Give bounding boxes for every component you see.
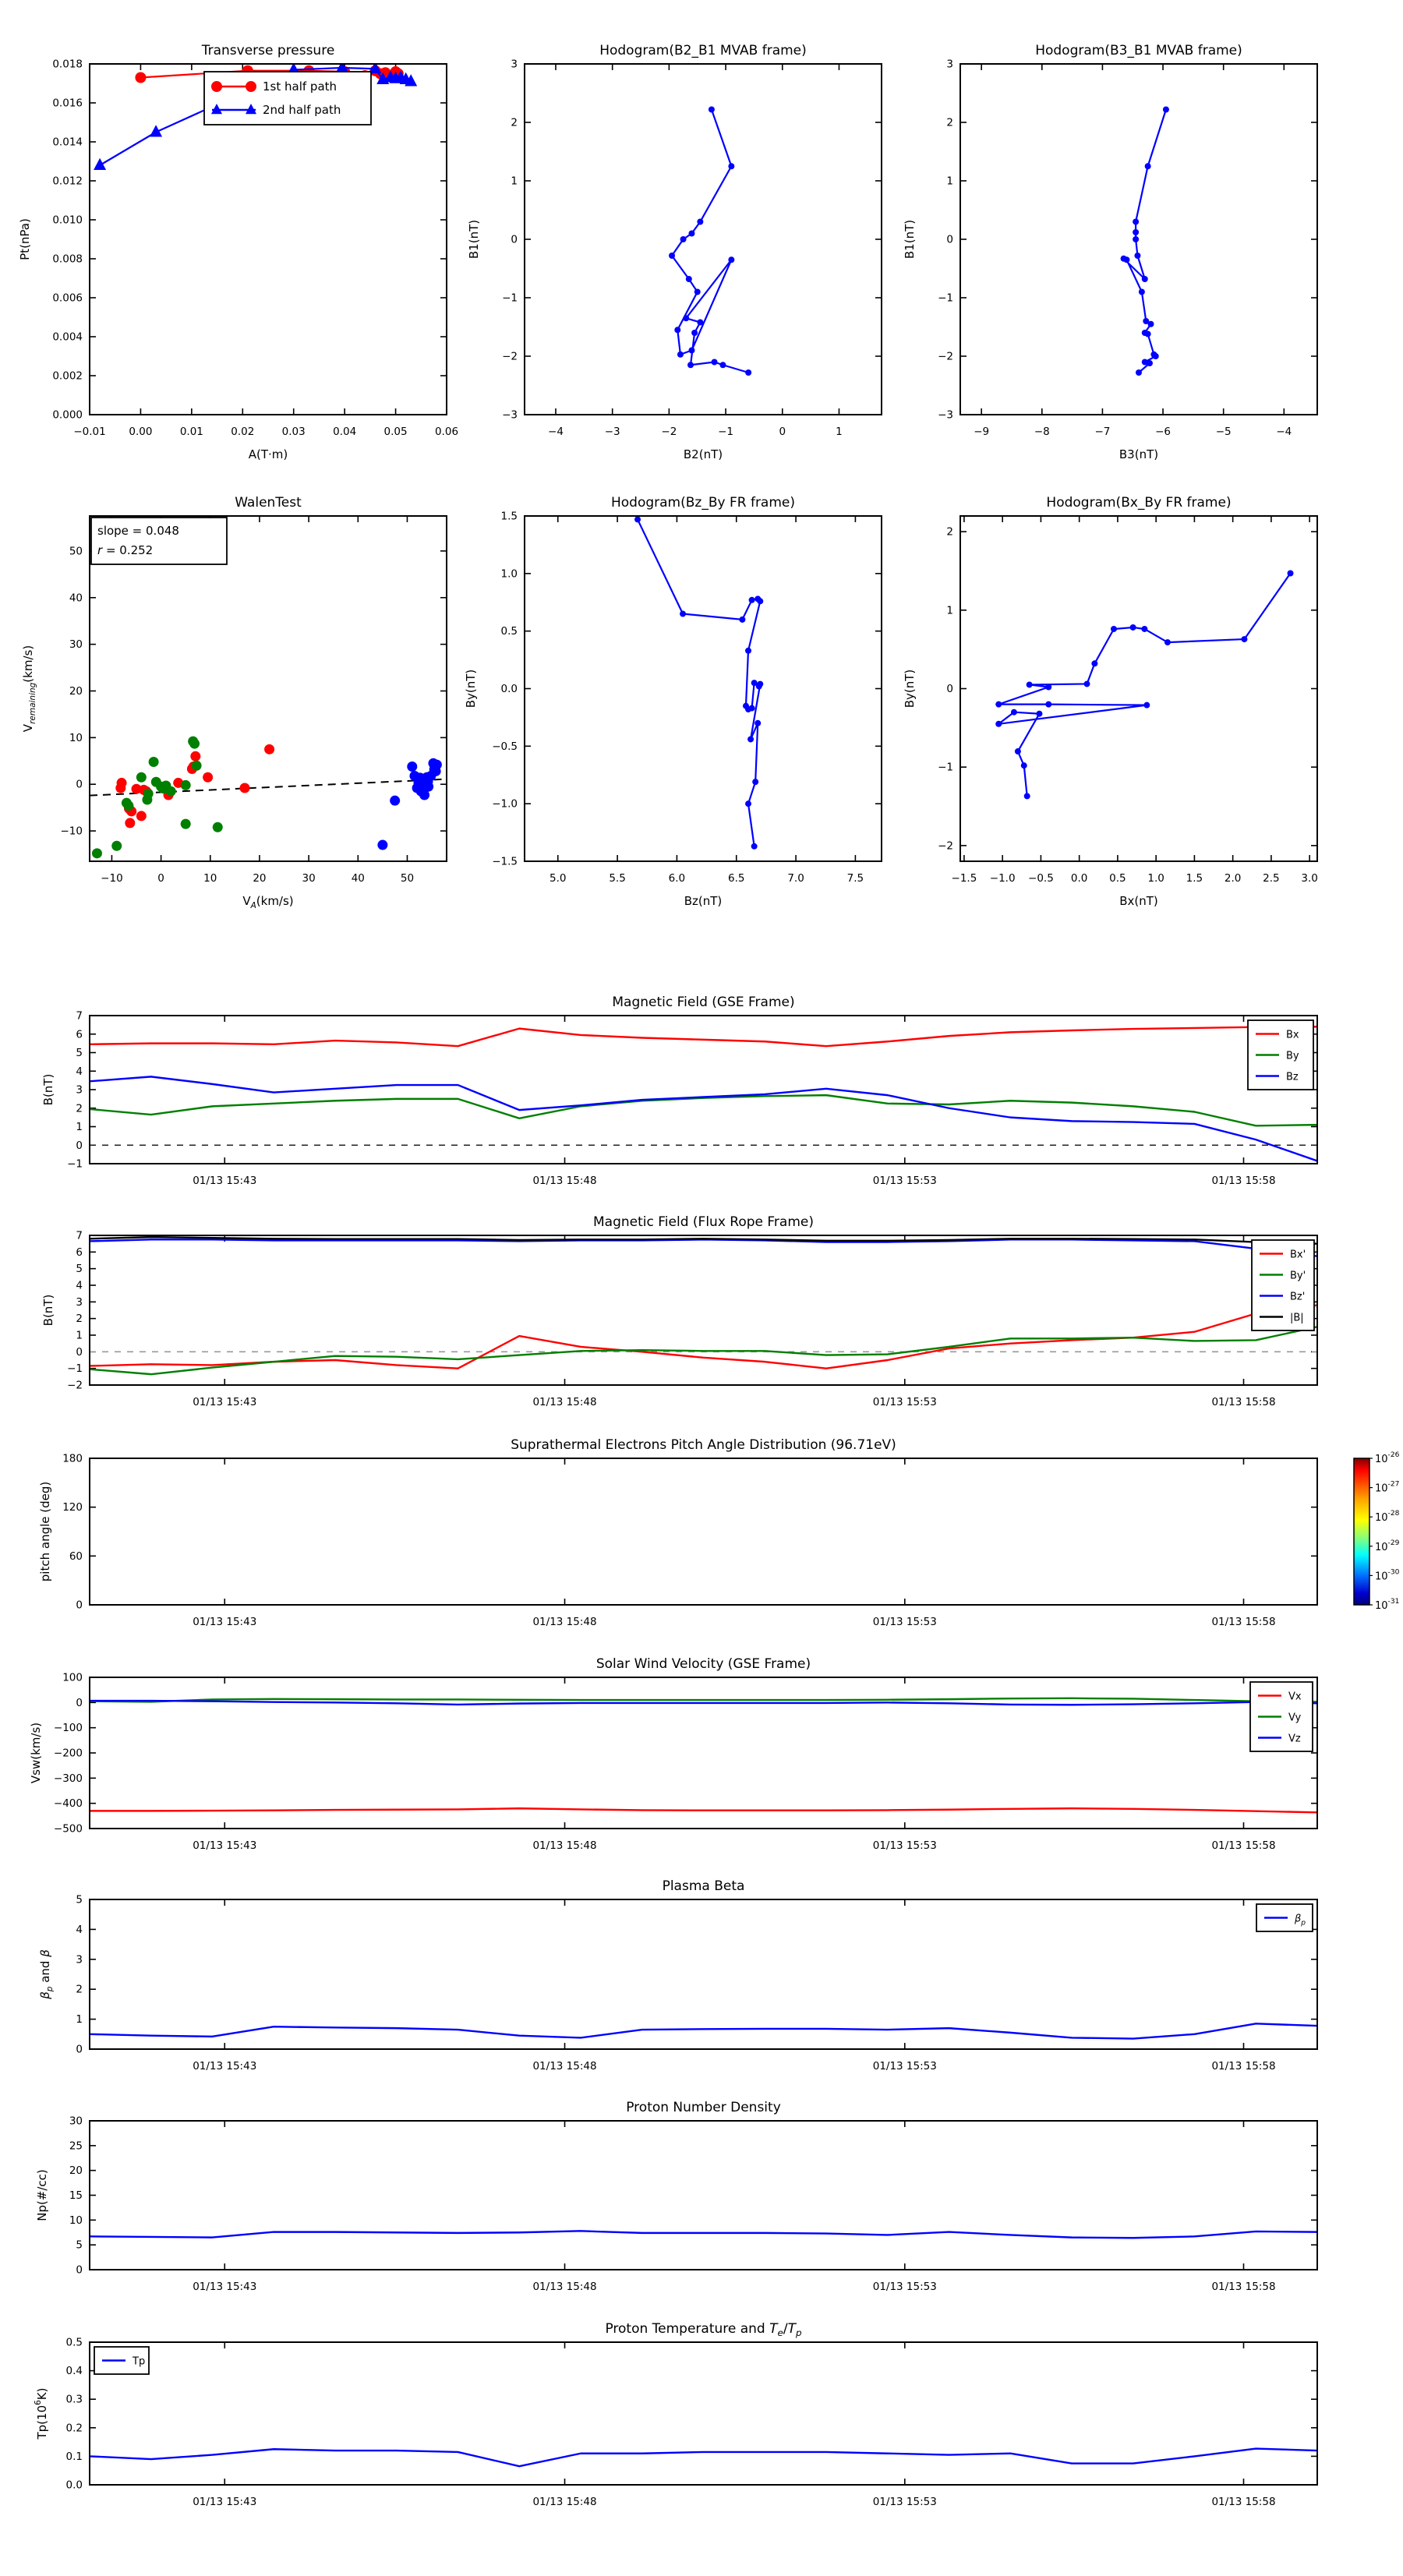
x-tick-label: 0.03 xyxy=(281,426,306,438)
title-hodogram-b3b1: Hodogram(B3_B1 MVAB frame) xyxy=(1035,43,1242,58)
legend-mag-fr xyxy=(1252,1240,1314,1330)
colorbar-label: $10^{-28}$ xyxy=(1375,1510,1400,1525)
colorbar-label: $10^{-26}$ xyxy=(1375,1451,1400,1465)
y-axis-label: By(nT) xyxy=(903,669,917,708)
title-transverse-pressure: Transverse pressure xyxy=(201,43,335,58)
x-tick-label: 01/13 15:58 xyxy=(1211,1175,1276,1187)
x-tick-label: 01/13 15:43 xyxy=(193,2496,257,2508)
y-tick-label: 0.4 xyxy=(65,2365,83,2378)
x-tick-label: 0.04 xyxy=(333,426,357,438)
y-tick-label: 5 xyxy=(76,1263,83,1276)
y-tick-label: −1 xyxy=(67,1157,83,1171)
y-tick-label: 0 xyxy=(76,1696,83,1709)
y-tick-label: 2 xyxy=(946,116,953,129)
y-axis-label: By(nT) xyxy=(464,669,478,708)
y-tick-label: −1 xyxy=(502,292,518,305)
title-hodogram-bxby: Hodogram(Bx_By FR frame) xyxy=(1046,495,1232,511)
y-tick-label: −10 xyxy=(60,825,83,838)
title-proton-temp: Proton Temperature and $T_e/T_p$ xyxy=(605,2321,802,2338)
x-tick-label: −1.0 xyxy=(989,872,1016,885)
y-tick-label: 3 xyxy=(76,1083,83,1097)
axes-frame xyxy=(525,64,882,415)
colorbar-label: $10^{-30}$ xyxy=(1375,1568,1400,1583)
title-plasma-beta: Plasma Beta xyxy=(662,1878,745,1894)
y-axis-label: B(nT) xyxy=(41,1294,55,1327)
y-tick-label: −0.5 xyxy=(492,740,518,753)
y-tick-label: 60 xyxy=(69,1549,83,1563)
x-tick-label: 01/13 15:48 xyxy=(532,1396,597,1408)
y-tick-label: 1.5 xyxy=(500,510,518,523)
x-tick-label: 2.0 xyxy=(1224,872,1242,885)
panel-velocity xyxy=(29,1656,1317,1852)
y-tick-label: 15 xyxy=(69,2189,83,2202)
y-tick-label: 50 xyxy=(69,545,83,558)
legend-label: $\beta_p$ xyxy=(1295,1913,1306,1928)
y-tick-label: 3 xyxy=(76,1295,83,1309)
panel-hodogram-bxby xyxy=(903,495,1318,908)
series-scatter-blue xyxy=(377,758,441,850)
x-tick-label: 01/13 15:53 xyxy=(872,1616,937,1628)
axes-frame xyxy=(960,516,1317,861)
y-tick-label: 3 xyxy=(511,58,518,71)
axis-ticks-walen-test xyxy=(61,516,447,885)
y-axis-label: $Tp(10^6K)$ xyxy=(34,2387,49,2440)
x-tick-label: 7.5 xyxy=(846,872,864,885)
y-axis-label: Vsw(km/s) xyxy=(29,1722,43,1784)
y-tick-label: 0.008 xyxy=(52,253,83,266)
x-tick-label: 0.00 xyxy=(129,426,153,438)
x-tick-label: 01/13 15:43 xyxy=(193,1396,257,1408)
y-tick-label: 0.1 xyxy=(65,2450,83,2463)
y-tick-label: −100 xyxy=(53,1722,83,1735)
legend-label: Bx xyxy=(1286,1029,1299,1041)
x-tick-label: 6.0 xyxy=(668,872,686,885)
y-axis-label: B1(nT) xyxy=(903,219,917,260)
x-tick-label: 01/13 15:58 xyxy=(1211,2060,1276,2072)
y-tick-label: 20 xyxy=(69,2164,83,2178)
y-axis-label: Np(#/cc) xyxy=(35,2169,49,2221)
y-tick-label: 0.3 xyxy=(65,2393,83,2406)
x-tick-label: 3.0 xyxy=(1301,872,1318,885)
y-tick-label: −2 xyxy=(502,350,518,363)
axis-ticks-hodogram-b3b1 xyxy=(938,58,1317,439)
annotation-line: r = 0.252 xyxy=(97,543,154,557)
y-tick-label: 0 xyxy=(76,2263,83,2277)
y-tick-label: 7 xyxy=(76,1009,83,1023)
y-tick-label: 5 xyxy=(76,1893,83,1906)
legend-label: |B| xyxy=(1290,1312,1304,1324)
y-tick-label: 2 xyxy=(76,1983,83,1996)
axis-ticks-proton-density xyxy=(69,2115,1317,2294)
series-By' xyxy=(90,1327,1317,1374)
x-tick-label: −8 xyxy=(1034,426,1050,438)
legend-label: Vz xyxy=(1288,1733,1301,1745)
series-scatter-red xyxy=(115,744,274,829)
y-tick-label: 0.2 xyxy=(65,2422,83,2435)
y-tick-label: 0 xyxy=(76,1599,83,1612)
y-tick-label: 6 xyxy=(76,1246,83,1259)
y-tick-label: 1 xyxy=(76,1121,83,1133)
y-tick-label: 100 xyxy=(62,1671,83,1684)
colorbar xyxy=(1354,1451,1400,1612)
legend-proton-temp xyxy=(94,2347,149,2374)
y-tick-label: 4 xyxy=(76,1923,83,1936)
x-axis-label: Bx(nT) xyxy=(1119,894,1158,908)
x-tick-label: 01/13 15:48 xyxy=(532,1616,597,1628)
x-tick-label: 01/13 15:53 xyxy=(872,2496,937,2508)
x-tick-label: 01/13 15:48 xyxy=(532,2496,597,2508)
y-tick-label: 10 xyxy=(69,731,83,744)
x-tick-label: 01/13 15:43 xyxy=(193,2060,257,2072)
axis-ticks-hodogram-b2b1 xyxy=(502,58,882,439)
panel-proton-density xyxy=(35,2100,1317,2293)
x-tick-label: 30 xyxy=(302,872,316,885)
series-B3-B1 path xyxy=(1121,107,1169,376)
y-tick-label: −2 xyxy=(938,839,953,853)
y-tick-label: 30 xyxy=(69,2115,83,2128)
y-tick-label: 0.006 xyxy=(52,292,83,305)
legend-label: Tp xyxy=(133,2355,146,2368)
axis-ticks-mag-fr xyxy=(67,1230,1317,1409)
y-tick-label: 0.0 xyxy=(500,683,518,695)
x-tick-label: 0.05 xyxy=(383,426,408,438)
y-tick-label: 2 xyxy=(76,1102,83,1115)
axis-ticks-plasma-beta xyxy=(76,1894,1317,2073)
x-axis-label: Bz(nT) xyxy=(684,894,723,908)
legend-plasma-beta xyxy=(1256,1904,1313,1931)
y-tick-label: 0 xyxy=(76,1345,83,1359)
x-tick-label: 01/13 15:48 xyxy=(532,1839,597,1852)
series-Bz-By path xyxy=(634,516,763,849)
x-tick-label: 5.0 xyxy=(550,872,567,885)
axes-frame xyxy=(90,2121,1317,2270)
x-tick-label: 0 xyxy=(157,872,164,885)
x-tick-label: −10 xyxy=(101,872,123,885)
y-tick-label: 0.002 xyxy=(52,369,83,383)
x-tick-label: 1 xyxy=(836,426,843,438)
panel-mag-fr xyxy=(41,1214,1317,1408)
series-Tp xyxy=(90,2449,1317,2467)
y-tick-label: 0 xyxy=(76,2043,83,2056)
x-tick-label: 01/13 15:48 xyxy=(532,2060,597,2072)
title-velocity: Solar Wind Velocity (GSE Frame) xyxy=(595,1656,811,1672)
x-tick-label: 01/13 15:43 xyxy=(193,1616,257,1628)
y-tick-label: 0.012 xyxy=(52,175,83,188)
legend-label: By xyxy=(1286,1050,1299,1062)
legend-label: 1st half path xyxy=(263,80,337,94)
x-tick-label: 6.5 xyxy=(728,872,745,885)
y-tick-label: 0.004 xyxy=(52,330,83,344)
x-tick-label: 1.0 xyxy=(1147,872,1164,885)
axis-ticks-pitch-angle xyxy=(62,1453,1317,1629)
axis-ticks-proton-temp xyxy=(66,2337,1317,2509)
y-tick-label: 180 xyxy=(62,1452,83,1465)
y-tick-label: 0 xyxy=(946,683,953,695)
y-tick-label: 0 xyxy=(76,778,83,791)
series-Vz xyxy=(90,1701,1317,1705)
y-tick-label: 2 xyxy=(76,1313,83,1326)
y-axis-label: $\beta_p$ and β xyxy=(38,1949,55,1999)
x-axis-label: A(T·m) xyxy=(248,447,288,461)
y-axis-label: Pt(nPa) xyxy=(18,218,32,260)
series-Bx xyxy=(90,1027,1317,1046)
panel-hodogram-b2b1 xyxy=(467,43,882,461)
legend-velocity xyxy=(1250,1682,1313,1751)
y-tick-label: 1 xyxy=(946,604,953,617)
x-tick-label: −9 xyxy=(974,426,990,438)
x-tick-label: 01/13 15:53 xyxy=(872,2060,937,2072)
y-tick-label: 0.5 xyxy=(65,2336,83,2349)
y-tick-label: 0.000 xyxy=(52,408,83,422)
panel-plasma-beta xyxy=(38,1878,1317,2072)
series-Bz xyxy=(90,1076,1317,1161)
panel-pitch-angle xyxy=(38,1437,1400,1628)
y-tick-label: 0 xyxy=(76,1139,83,1152)
y-tick-label: −300 xyxy=(53,1772,83,1785)
panel-hodogram-bzby xyxy=(464,495,882,908)
y-tick-label: 0 xyxy=(511,233,518,246)
axes-frame xyxy=(90,516,447,861)
series-Bz' xyxy=(90,1239,1317,1256)
x-tick-label: −0.01 xyxy=(73,426,106,438)
x-tick-label: 01/13 15:58 xyxy=(1211,1616,1276,1628)
legend-mag-gse xyxy=(1248,1020,1313,1090)
x-tick-label: 20 xyxy=(253,872,267,885)
y-tick-label: 1 xyxy=(511,175,518,188)
x-axis-label: B3(nT) xyxy=(1119,447,1159,461)
x-tick-label: −6 xyxy=(1155,426,1172,438)
y-tick-label: 0.0 xyxy=(65,2479,83,2492)
y-tick-label: −2 xyxy=(938,350,953,363)
y-tick-label: 5 xyxy=(76,2239,83,2252)
y-tick-label: 1 xyxy=(946,175,953,188)
y-tick-label: 0.010 xyxy=(52,214,83,227)
y-tick-label: 0 xyxy=(946,233,953,246)
series-beta_p xyxy=(90,2023,1317,2038)
axis-ticks-hodogram-bzby xyxy=(492,511,882,885)
x-axis-label: $V_A(km/s)$ xyxy=(242,894,294,910)
x-tick-label: −5 xyxy=(1215,426,1232,438)
x-tick-label: 0.06 xyxy=(434,426,459,438)
title-proton-density: Proton Number Density xyxy=(626,2100,781,2115)
legend-transverse-pressure xyxy=(204,72,371,125)
series-Np xyxy=(90,2231,1317,2238)
axes-frame xyxy=(90,1016,1317,1164)
y-tick-label: −1 xyxy=(67,1362,83,1376)
x-tick-label: −0.5 xyxy=(1028,872,1054,885)
x-tick-label: 01/13 15:48 xyxy=(532,2281,597,2293)
y-tick-label: 2 xyxy=(511,116,518,129)
panel-hodogram-b3b1 xyxy=(903,43,1317,461)
y-tick-label: 3 xyxy=(946,58,953,71)
y-tick-label: 6 xyxy=(76,1028,83,1041)
y-axis-label: $V_{remaining}(km/s)$ xyxy=(21,645,37,733)
y-tick-label: −3 xyxy=(938,408,953,422)
y-tick-label: −1 xyxy=(938,292,953,305)
axis-ticks-hodogram-bxby xyxy=(938,516,1318,885)
title-pitch-angle: Suprathermal Electrons Pitch Angle Distribution (96.71eV) xyxy=(511,1437,896,1453)
x-tick-label: 5.5 xyxy=(609,872,626,885)
legend-label: Bx' xyxy=(1290,1249,1306,1261)
x-tick-label: −4 xyxy=(548,426,564,438)
y-tick-label: 3 xyxy=(76,1953,83,1966)
y-tick-label: 0.014 xyxy=(52,136,83,149)
y-tick-label: 1 xyxy=(76,1329,83,1342)
y-tick-label: −200 xyxy=(53,1747,83,1760)
x-tick-label: 0.02 xyxy=(231,426,255,438)
title-mag-gse: Magnetic Field (GSE Frame) xyxy=(612,995,795,1010)
y-tick-label: −500 xyxy=(53,1822,83,1836)
legend-label: 2nd half path xyxy=(263,103,341,117)
y-tick-label: −400 xyxy=(53,1797,83,1811)
x-tick-label: −4 xyxy=(1276,426,1292,438)
y-tick-label: 1.0 xyxy=(500,567,518,581)
y-tick-label: 120 xyxy=(62,1501,83,1514)
axes-frame xyxy=(90,1458,1317,1605)
x-tick-label: 0 xyxy=(779,426,786,438)
y-tick-label: 4 xyxy=(76,1279,83,1292)
y-tick-label: −3 xyxy=(502,408,518,422)
y-tick-label: 10 xyxy=(69,2214,83,2227)
y-axis-label: B(nT) xyxy=(41,1073,55,1106)
legend-label: Vy xyxy=(1288,1712,1302,1724)
series-scatter-green xyxy=(92,737,223,859)
x-tick-label: 01/13 15:43 xyxy=(193,1839,257,1852)
x-tick-label: 50 xyxy=(400,872,415,885)
y-tick-label: 30 xyxy=(69,638,83,652)
x-tick-label: 01/13 15:53 xyxy=(872,2281,937,2293)
y-tick-label: 5 xyxy=(76,1047,83,1059)
y-tick-label: 1 xyxy=(76,2013,83,2027)
y-tick-label: 40 xyxy=(69,592,83,605)
x-axis-label: B2(nT) xyxy=(683,447,723,461)
legend-label: By' xyxy=(1290,1270,1306,1282)
title-walen-test: WalenTest xyxy=(235,495,302,511)
x-tick-label: 0.5 xyxy=(1109,872,1126,885)
colorbar-label: $10^{-31}$ xyxy=(1375,1598,1400,1612)
x-tick-label: −1.5 xyxy=(951,872,977,885)
y-tick-label: −1 xyxy=(938,761,953,774)
x-tick-label: 01/13 15:53 xyxy=(872,1839,937,1852)
colorbar-label: $10^{-29}$ xyxy=(1375,1539,1400,1553)
x-tick-label: 40 xyxy=(351,872,365,885)
axes-frame xyxy=(525,516,882,861)
y-axis-label: pitch angle (deg) xyxy=(38,1481,52,1582)
x-tick-label: −3 xyxy=(604,426,620,438)
x-tick-label: 01/13 15:58 xyxy=(1211,1839,1276,1852)
x-tick-label: 01/13 15:53 xyxy=(872,1396,937,1408)
panel-transverse-pressure xyxy=(18,43,458,461)
panel-walen-test xyxy=(21,495,447,910)
annotation-box xyxy=(91,518,227,564)
panel-proton-temp xyxy=(34,2321,1317,2508)
x-tick-label: −1 xyxy=(718,426,734,438)
y-tick-label: 0.016 xyxy=(52,97,83,110)
x-tick-label: 2.5 xyxy=(1263,872,1280,885)
x-tick-label: 7.0 xyxy=(787,872,804,885)
y-tick-label: 7 xyxy=(76,1229,83,1242)
legend-label: Bz' xyxy=(1290,1291,1306,1303)
y-tick-label: 0.5 xyxy=(500,625,518,638)
y-tick-label: 0.018 xyxy=(52,58,83,71)
legend-label: Bz xyxy=(1286,1071,1299,1083)
title-hodogram-bzby: Hodogram(Bz_By FR frame) xyxy=(610,495,796,511)
y-axis-label: B1(nT) xyxy=(467,219,481,260)
title-mag-fr: Magnetic Field (Flux Rope Frame) xyxy=(593,1214,814,1230)
y-tick-label: −1.5 xyxy=(492,855,518,868)
y-tick-label: −1.0 xyxy=(492,797,518,811)
x-tick-label: 10 xyxy=(203,872,217,885)
y-tick-label: −2 xyxy=(67,1379,83,1392)
y-tick-label: 2 xyxy=(946,525,953,539)
colorbar-label: $10^{-27}$ xyxy=(1375,1480,1400,1495)
panel-mag-gse xyxy=(41,995,1317,1187)
x-tick-label: 01/13 15:48 xyxy=(532,1175,597,1187)
series-Bx-By path xyxy=(995,570,1293,799)
y-tick-label: 20 xyxy=(69,684,83,698)
x-tick-label: 01/13 15:43 xyxy=(193,2281,257,2293)
legend-label: Vx xyxy=(1288,1691,1302,1703)
x-tick-label: 0.01 xyxy=(179,426,203,438)
x-tick-label: 01/13 15:53 xyxy=(872,1175,937,1187)
x-tick-label: 01/13 15:58 xyxy=(1211,2281,1276,2293)
series-Vx xyxy=(90,1808,1317,1812)
y-tick-label: 4 xyxy=(76,1065,83,1078)
x-tick-label: 01/13 15:58 xyxy=(1211,2496,1276,2508)
x-tick-label: −7 xyxy=(1094,426,1111,438)
x-tick-label: 01/13 15:58 xyxy=(1211,1396,1276,1408)
x-tick-label: 01/13 15:43 xyxy=(193,1175,257,1187)
title-hodogram-b2b1: Hodogram(B2_B1 MVAB frame) xyxy=(599,43,807,58)
x-tick-label: 1.5 xyxy=(1186,872,1203,885)
x-tick-label: 0.0 xyxy=(1070,872,1088,885)
x-tick-label: −2 xyxy=(661,426,677,438)
annotation-line: slope = 0.048 xyxy=(97,524,179,538)
y-tick-label: 25 xyxy=(69,2140,83,2153)
series-B2-B1 path xyxy=(669,107,751,376)
